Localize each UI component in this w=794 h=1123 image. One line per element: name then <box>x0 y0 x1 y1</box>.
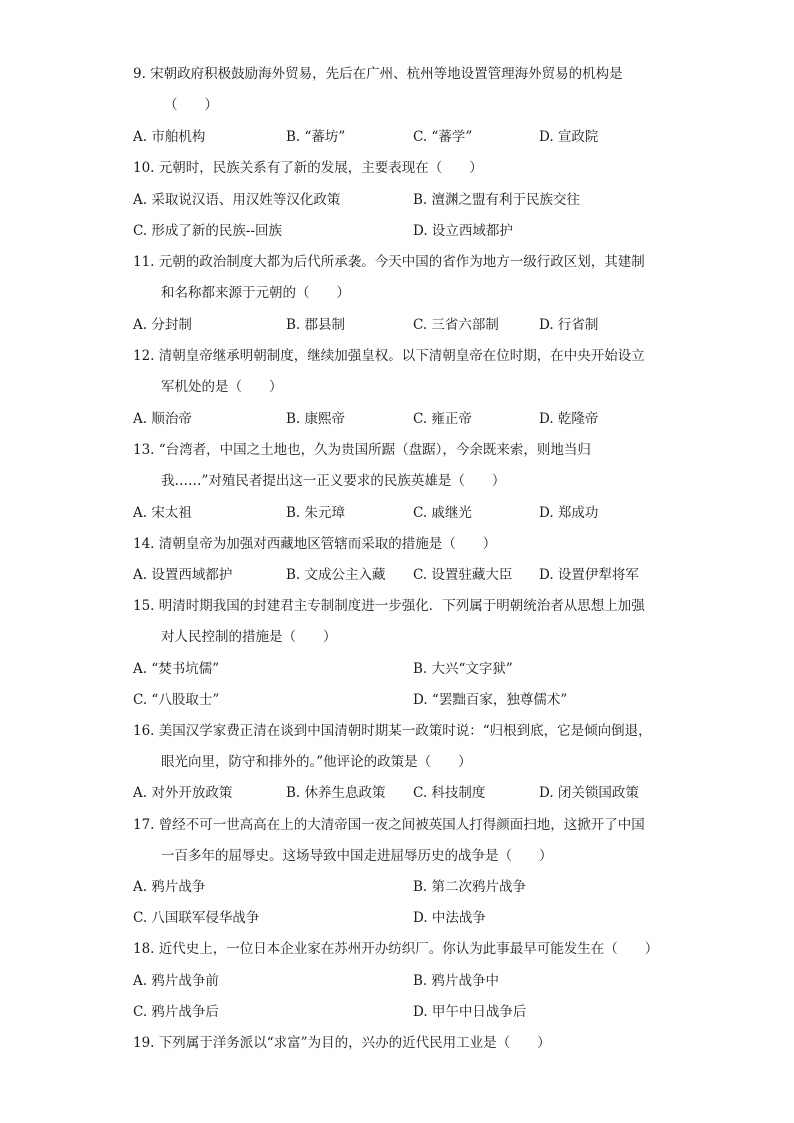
option-c: C. “蕃学” <box>413 129 473 145</box>
option-c: C. 雍正帝 <box>413 411 472 427</box>
option-d: D. 中法战争 <box>413 910 486 926</box>
option-b: B. 第二次鸦片战争 <box>413 879 527 895</box>
question-stem-line: 眼光向里，防守和排外的。”他评论的政策是（ ） <box>161 754 472 770</box>
option-d: D. 设置伊犁将军 <box>539 567 639 583</box>
question-stem-line: 和名称都来源于元朝的（ ） <box>161 285 350 301</box>
option-b: B. 大兴“文字狱” <box>413 661 513 677</box>
option-a: A. 顺治帝 <box>133 411 192 427</box>
option-c: C. 戚继光 <box>413 505 472 521</box>
option-c: C. 科技制度 <box>413 785 486 801</box>
option-a: A. 鸦片战争 <box>133 879 206 895</box>
question-stem-line: 我……”对殖民者提出这一正义要求的民族英雄是（ ） <box>161 473 506 489</box>
question-stem-line: 11. 元朝的政治制度大都为后代所承袭。今天中国的省作为地方一级行政区划，其建制 <box>133 254 645 270</box>
option-c: C. 鸦片战争后 <box>133 1004 219 1020</box>
option-a: A. “焚书坑儒” <box>133 661 220 677</box>
option-a: A. 市舶机构 <box>133 129 206 145</box>
option-b: B. “蕃坊” <box>286 129 346 145</box>
option-b: B. 朱元璋 <box>286 505 346 521</box>
option-a: A. 采取说汉语、用汉姓等汉化政策 <box>133 192 341 208</box>
option-c: C. 八国联军侵华战争 <box>133 910 260 926</box>
question-stem-line: 17. 曾经不可一世高高在上的大清帝国一夜之间被英国人打得颜面扫地，这掀开了中国 <box>133 817 645 833</box>
option-d: D. 宣政院 <box>539 129 599 145</box>
option-a: A. 设置西域都护 <box>133 567 233 583</box>
option-b: B. 休养生息政策 <box>286 785 386 801</box>
question-stem-line: 12. 清朝皇帝继承明朝制度，继续加强皇权。以下清朝皇帝在位时期，在中央开始设立 <box>133 348 645 364</box>
question-stem-line: 一百多年的屈辱史。这场导致中国走进屈辱历史的战争是（ ） <box>161 848 553 864</box>
option-b: B. 郡县制 <box>286 317 346 333</box>
option-c: C. “八股取士” <box>133 692 220 708</box>
option-c: C. 设置驻藏大臣 <box>413 567 513 583</box>
question-stem-line: 10. 元朝时，民族关系有了新的发展，主要表现在（ ） <box>133 160 483 176</box>
option-d: D. 设立西域都护 <box>413 223 513 239</box>
option-b: B. 鸦片战争中 <box>413 973 500 989</box>
option-c: C. 形成了新的民族--回族 <box>133 223 283 239</box>
option-a: A. 宋太祖 <box>133 505 192 521</box>
question-stem-line: （ ） <box>164 97 218 113</box>
option-b: B. 澶渊之盟有利于民族交往 <box>413 192 581 208</box>
question-stem-line: 15. 明清时期我国的封建君主专制制度进一步强化．下列属于明朝统治者从思想上加强 <box>133 598 645 614</box>
question-stem-line: 13. “台湾者，中国之土地也，久为贵国所踞（盘踞），今余既来索，则地当归 <box>133 442 591 458</box>
option-a: A. 对外开放政策 <box>133 785 233 801</box>
question-stem-line: 对人民控制的措施是（ ） <box>161 629 337 645</box>
option-a: A. 分封制 <box>133 317 192 333</box>
option-d: D. 闭关锁国政策 <box>539 785 639 801</box>
question-stem-line: 19. 下列属于洋务派以“求富”为目的，兴办的近代民用工业是（ ） <box>133 1035 551 1051</box>
question-stem-line: 18. 近代史上，一位日本企业家在苏州开办纺织厂。你认为此事最早可能发生在（ ） <box>133 941 659 957</box>
option-d: D. “罢黜百家，独尊儒术” <box>413 692 568 708</box>
option-d: D. 甲午中日战争后 <box>413 1004 527 1020</box>
question-stem-line: 军机处的是（ ） <box>161 379 283 395</box>
option-c: C. 三省六部制 <box>413 317 499 333</box>
option-b: B. 康熙帝 <box>286 411 346 427</box>
option-d: D. 行省制 <box>539 317 599 333</box>
option-b: B. 文成公主入藏 <box>286 567 386 583</box>
question-stem-line: 9. 宋朝政府积极鼓励海外贸易，先后在广州、杭州等地设置管理海外贸易的机构是 <box>133 66 623 82</box>
option-d: D. 乾隆帝 <box>539 411 599 427</box>
question-stem-line: 14. 清朝皇帝为加强对西藏地区管辖而采取的措施是（ ） <box>133 536 497 552</box>
option-d: D. 郑成功 <box>539 505 599 521</box>
question-stem-line: 16. 美国汉学家费正清在谈到中国清朝时期某一政策时说：“归根到底，它是倾向倒退， <box>133 723 652 739</box>
option-a: A. 鸦片战争前 <box>133 973 219 989</box>
